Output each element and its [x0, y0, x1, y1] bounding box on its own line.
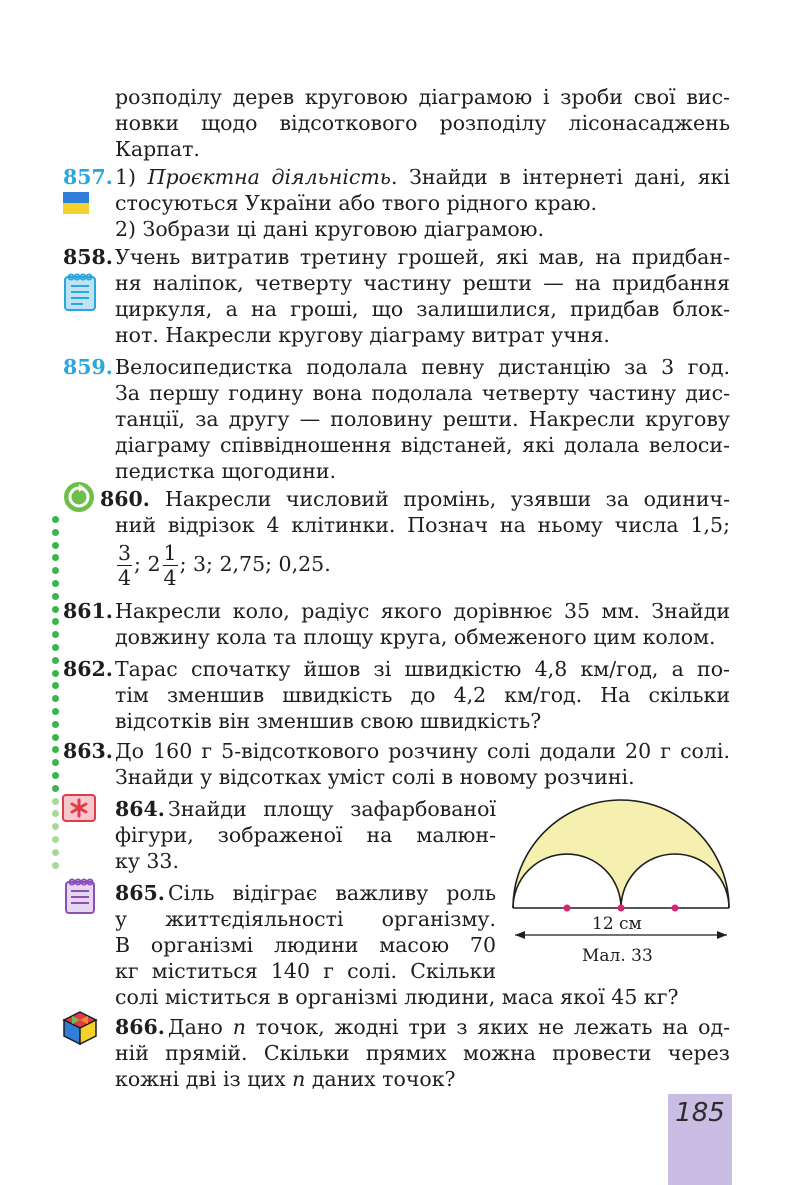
dot-marker [52, 695, 59, 702]
problem-864-line-1: Знайди площу зафарбованої [168, 797, 496, 821]
repeat-icon [62, 480, 96, 514]
intro-line-2: новки щодо відсоткового розподілу лісонасаджень [115, 111, 730, 135]
dot-marker [52, 631, 59, 638]
problem-857-line-1 [115, 164, 730, 190]
problem-860-number: 860. [100, 487, 150, 511]
problem-866-line-2: ній прямій. Скільки прямих можна провести через [115, 1041, 730, 1065]
dot-marker [52, 554, 59, 561]
dot-marker [52, 644, 59, 651]
problem-857-line-2: стосуються України або твого рідного краю. [115, 191, 598, 215]
intro-line-3: Карпат. [115, 137, 200, 161]
problem-865-line-2: у життєдіяльності організму. [115, 907, 496, 931]
problem-858-line-3: циркуля, а на гроші, що залишилися, придбав блок- [115, 297, 730, 321]
dot-marker [52, 836, 59, 843]
dot-marker [52, 670, 59, 677]
problem-863-number: 863. [63, 739, 113, 763]
notebook-icon [63, 272, 97, 312]
problem-864-number: 864. [115, 797, 165, 821]
variable-n: n [292, 1067, 306, 1091]
problem-861-number: 861. [63, 599, 113, 623]
dot-marker [52, 657, 59, 664]
problem-865-line-1: Сіль відіграє важливу роль [168, 881, 496, 905]
problem-861-line-2: довжину кола та площу круга, обмеженого цим колом. [115, 625, 716, 649]
dot-marker [52, 542, 59, 549]
problem-862-line-3: відсотків він зменшив свою швидкість? [115, 709, 542, 733]
problem-859-line-1: Велосипедистка подолала певну дистанцію за 3 год. [115, 355, 730, 379]
dot-marker [52, 849, 59, 856]
problem-859-line-3: танції, за другу — половину решти. Накресли кругову [115, 407, 730, 431]
dot-marker [52, 862, 59, 869]
dot-marker [52, 618, 59, 625]
dot-marker [52, 580, 59, 587]
problem-866-number: 866. [115, 1015, 165, 1039]
dot-marker [52, 593, 59, 600]
problem-864-line-3: ку 33. [115, 849, 179, 873]
problem-858-line-2: ня наліпок, четверту частину решти — на придбання [115, 271, 730, 295]
dot-marker [52, 785, 59, 792]
problem-865-line-5: солі міститься в організмі людини, маса якої 45 кг? [115, 985, 679, 1009]
problem-857-line-3: 2) Зобрази ці дані круговою діаграмою. [115, 217, 545, 241]
problem-859-line-4: діаграму співвідношення відстаней, які долала велоси- [115, 433, 730, 457]
project-activity-label: Проєктна діяльність [147, 165, 391, 189]
problem-865-line-3: В організмі людини масою 70 [115, 933, 496, 957]
dot-marker [52, 746, 59, 753]
dot-marker [52, 682, 59, 689]
problem-862-line-2: тім зменшив швидкість до 4,2 км/год. На скільки [115, 683, 730, 707]
star-challenge-icon [62, 794, 96, 822]
dot-marker [52, 759, 59, 766]
problem-862-line-1: Тарас спочатку йшов зі швидкістю 4,8 км/год, а по- [115, 657, 730, 681]
dot-marker [52, 529, 59, 536]
notebook-icon [64, 877, 96, 915]
problem-866-line-1: Дано n точок, жодні три з яких не лежать на од- [168, 1015, 730, 1039]
variable-n: n [232, 1015, 246, 1039]
dot-marker [52, 734, 59, 741]
dot-marker [52, 823, 59, 830]
figure-caption: Мал. 33 [582, 946, 653, 966]
dot-marker [52, 567, 59, 574]
part-1-number: 1) [115, 165, 137, 189]
dot-marker [52, 721, 59, 728]
problem-865-line-4: кг міститься 140 г солі. Скільки [115, 959, 496, 983]
dimension-label: 12 см [592, 914, 642, 934]
part-1-text: . Знайди в інтернеті дані, які [390, 165, 730, 189]
problem-866-line-3: кожні дві із цих n даних точок? [115, 1067, 456, 1091]
problem-862-number: 862. [63, 657, 113, 681]
problem-858-line-1: Учень витратив третину грошей, які мав, на придбан- [115, 245, 730, 269]
problem-859-number: 859. [63, 355, 113, 379]
problem-859-line-2: За першу годину вона подолала четверту частину дис- [115, 381, 730, 405]
problem-860-line-1: Накресли числовий промінь, узявши за одинич- [165, 487, 730, 511]
problem-858-line-4: нот. Накресли кругову діаграму витрат учня. [115, 323, 610, 347]
problem-864-line-2: фігури, зображеної на малюн- [115, 823, 496, 847]
problem-857-number: 857. [63, 165, 113, 189]
problem-859-line-5: педистка щогодини. [115, 459, 337, 483]
problem-863-line-1: До 160 г 5-відсоткового розчину солі додали 20 г солі. [115, 739, 730, 763]
problem-858-number: 858. [63, 245, 113, 269]
rubiks-cube-icon [62, 1010, 98, 1046]
problem-861-line-1: Накресли коло, радіус якого дорівнює 35 мм. Знайди [115, 599, 730, 623]
problem-860-line-3: $\frac{3}{4}$ ; 2 $\frac{1}{4}$ ; 3; 2,75; 0,25. [118, 541, 331, 590]
ukraine-flag-icon [63, 192, 89, 214]
fraction-three-quarters: $\frac{3}{4}$ [118, 541, 132, 590]
dot-marker [52, 516, 59, 523]
dot-marker [52, 606, 59, 613]
dot-marker [52, 708, 59, 715]
page-number: 185 [675, 1098, 725, 1128]
problem-860-line-2: ний відрізок 4 клітинки. Познач на ньому числа 1,5; [115, 513, 730, 537]
fraction-one-quarter: $\frac{1}{4}$ [163, 541, 177, 590]
problem-865-number: 865. [115, 881, 165, 905]
dot-marker [52, 810, 59, 817]
dot-marker [52, 798, 59, 805]
problem-863-line-2: Знайди у відсотках уміст солі в новому розчині. [115, 765, 635, 789]
intro-line-1: розподілу дерев круговою діаграмою і зроби свої вис- [115, 85, 730, 109]
dot-marker [52, 772, 59, 779]
